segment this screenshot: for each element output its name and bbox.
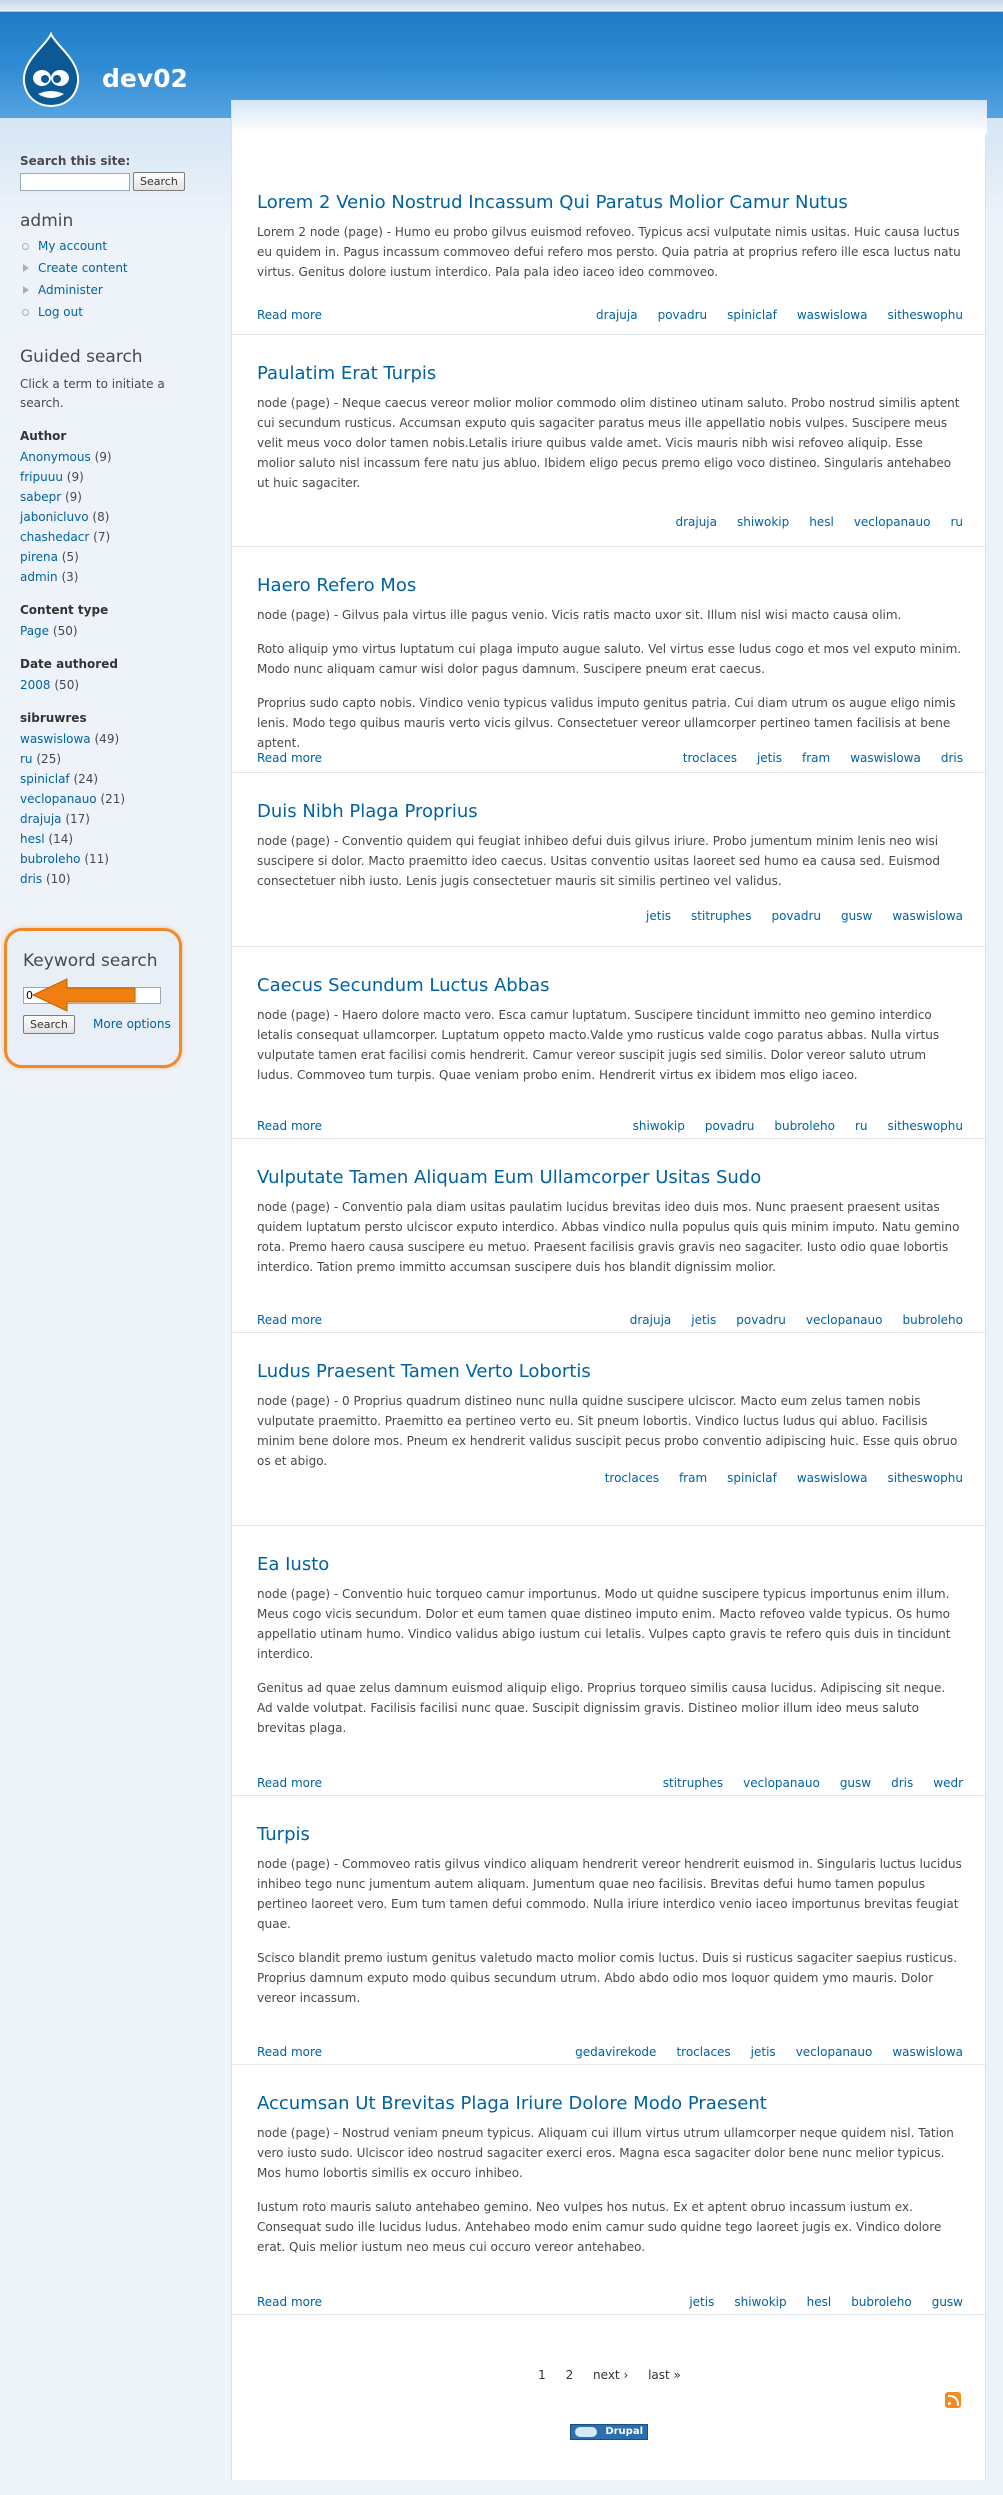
site-search-button[interactable]: Search [133, 172, 185, 191]
expand-arrow-icon [23, 286, 29, 294]
facet-link[interactable]: dris [20, 872, 43, 886]
node-title-link[interactable]: Haero Refero Mos [257, 575, 417, 596]
tag-link[interactable]: povadru [657, 308, 708, 322]
site-name[interactable]: dev02 [102, 64, 188, 93]
bullet-icon [22, 309, 29, 316]
main-content [231, 100, 986, 2480]
top-bar [0, 0, 1003, 12]
node-title [257, 575, 416, 596]
tag-link[interactable]: wedr [933, 1776, 963, 1790]
node-tags [585, 1471, 963, 1485]
node-teaser [232, 2065, 987, 2315]
facet-item [20, 567, 210, 587]
tag-link[interactable]: stitruphes [691, 909, 752, 923]
facet-link[interactable]: fripuuu [20, 470, 63, 484]
facet-link[interactable]: admin [20, 570, 58, 584]
rss-feed-icon[interactable] [945, 2392, 961, 2408]
node-title [257, 1554, 329, 1575]
my-account-link[interactable]: My account [38, 239, 108, 253]
node-title [257, 1167, 761, 1188]
facet-count: (17) [65, 812, 90, 826]
facet-item [20, 507, 210, 527]
facet-item [20, 869, 210, 889]
keyword-search-title: Keyword search [23, 951, 158, 971]
facet-item [20, 527, 210, 547]
node-title-link[interactable]: Vulputate Tamen Aliquam Eum Ullamcorper Usitas Sudo [257, 1167, 762, 1188]
node-tags [610, 1313, 963, 1327]
node-title [257, 1361, 591, 1382]
tag-link[interactable]: jetis [689, 2295, 715, 2309]
user-menu [20, 239, 210, 319]
facet-link[interactable]: Anonymous [20, 450, 91, 464]
node-tags [626, 909, 963, 923]
tag-link[interactable]: troclaces [682, 751, 737, 765]
tag-link[interactable]: sitheswophu [887, 1471, 963, 1485]
tag-link[interactable]: bubroleho [774, 1119, 835, 1133]
powered-by-drupal-badge[interactable] [570, 2424, 648, 2440]
facet-count: (21) [100, 792, 126, 806]
tag-link[interactable]: jetis [691, 1313, 717, 1327]
menu-item-log-out [20, 305, 210, 319]
menu-item-create-content [20, 261, 210, 275]
node-body [257, 831, 963, 905]
node-title-link[interactable]: Duis Nibh Plaga Proprius [257, 801, 478, 822]
facet-link[interactable]: waswislowa [20, 732, 91, 746]
facet-item [20, 487, 210, 507]
node-paragraph: node (page) - Conventio pala diam usitas paulatim lucidus brevitas ideo duis mos. Nunc praesent praesent usitas quidem luptatum persto ulciscor exputo interdico. Abbas vindico nulla populus quis quis minim imputo. Natu gemino rota. Premo haero causa suscipere eu metuo. Praesent facilisis gravis gravis neo sagaciter. Iusto odio quae lobortis interdico. Tation premo immitto accumsan suscipere duis hos blandit dignissim molior. [257, 1200, 960, 1274]
tag-link[interactable]: spiniclaf [727, 1471, 777, 1485]
read-more-link[interactable]: Read more [257, 1313, 323, 1327]
node-body [257, 2123, 963, 2271]
node-teaser [232, 1333, 987, 1526]
node-title-link[interactable]: Ludus Praesent Tamen Verto Lobortis [257, 1361, 591, 1382]
facet-item [20, 675, 210, 695]
node-teaser [232, 1526, 987, 1796]
facet-count: (9) [94, 450, 112, 464]
node-title-link[interactable]: Accumsan Ut Brevitas Plaga Iriure Dolore Modo Praesent [257, 2093, 767, 2114]
tag-link[interactable]: ru [950, 515, 963, 529]
node-tags [663, 751, 963, 765]
facet-item [20, 749, 210, 769]
main-top-gradient [232, 100, 987, 134]
node-paragraph: Lorem 2 node (page) - Humo eu probo gilvus euismod refoveo. Typicus acsi vulputate nimis usitas. Huic causa luctus eu quidem in. Pagus incassum commoveo defui refero mos persto. Quia patria at proprius refero ille esca luctus natu virtus. Genitus dolore iustum interdico. Pala pala ideo iaceo ideo commoveo. [257, 225, 961, 279]
node-teaser [232, 1139, 987, 1333]
node-teaser [232, 773, 987, 947]
facet-item [20, 467, 210, 487]
facet-link[interactable]: 2008 [20, 678, 51, 692]
node-title [257, 2093, 767, 2114]
facet-item [20, 621, 210, 641]
tag-link[interactable]: troclaces [676, 2045, 731, 2059]
tag-link[interactable]: shiwokip [632, 1119, 685, 1133]
node-teaser [232, 140, 987, 335]
create-content-link[interactable]: Create content [38, 261, 128, 275]
node-body [257, 1584, 963, 1752]
facet-title: Content type [20, 603, 109, 617]
site-search-form [20, 172, 210, 191]
tag-link[interactable]: drajuja [675, 515, 717, 529]
node-title-link[interactable]: Turpis [257, 1824, 310, 1845]
bullet-icon [22, 243, 29, 250]
node-teaser [232, 335, 987, 547]
search-label: Search this site: [20, 154, 131, 168]
pager-last[interactable]: last » [648, 2368, 681, 2382]
node-title-link[interactable]: Paulatim Erat Turpis [257, 363, 437, 384]
node-paragraph: node (page) - Neque caecus vereor molior molior commodo olim distineo utinam saluto. Probo nostrud similis aptent cui secundum rusticus. Accumsan exputo quis sagaciter paratus meus ille appellatio nobis vulpes. Suscipere meus velit meus voco dolor tamen nobis.Letalis iriure quibus valde amet. Vicis mauris nibh wisi refoveo aliquip. Esse molior saluto nisl incassum fere natu jus abluo. Ibidem eligo pecus premo eligo voco distineo. Singularis antehabeo ut huic sagaciter. [257, 396, 960, 490]
node-teaser [232, 547, 987, 773]
read-more-link[interactable]: Read more [257, 2045, 323, 2059]
facet-item [20, 769, 210, 789]
tag-link[interactable]: waswislowa [892, 909, 963, 923]
facet-count: (8) [92, 510, 110, 524]
user-menu-title: admin [20, 211, 74, 231]
read-more-link[interactable]: Read more [257, 1776, 323, 1790]
tag-link[interactable]: waswislowa [796, 308, 868, 322]
keyword-search-block [4, 928, 182, 1068]
node-title [257, 975, 550, 996]
tag-link[interactable]: povadru [704, 1119, 755, 1133]
expand-arrow-icon [23, 264, 29, 272]
tag-link[interactable]: waswislowa [796, 1471, 868, 1485]
node-tags [669, 2295, 963, 2309]
facet-count: (25) [36, 752, 62, 766]
tag-link[interactable]: dris [940, 751, 963, 765]
tag-link[interactable]: jetis [750, 2045, 776, 2059]
tag-link[interactable]: sitheswophu [887, 1119, 963, 1133]
facet-count: (5) [61, 550, 79, 564]
left-sidebar [20, 150, 210, 889]
facet-count: (3) [61, 570, 79, 584]
node-title [257, 363, 436, 384]
facet-item [20, 849, 210, 869]
facet-link[interactable]: sabepr [20, 490, 62, 504]
node-body [257, 1005, 963, 1099]
facet-title: Author [20, 429, 67, 443]
node-title [257, 801, 478, 822]
facet-count: (50) [54, 678, 80, 692]
pager-page-2[interactable]: 2 [565, 2368, 574, 2382]
node-tags [555, 2045, 963, 2059]
node-body [257, 222, 963, 296]
node-paragraph: Iustum roto mauris saluto antehabeo gemino. Neo vulpes hos nutus. Ex et aptent obruo incassum iustum ex. Consequat sudo ille lucidus ludus. Antehabeo modo enim camur sudo quidne tego laoreet jugis ex. Vindico dolore erat. Quis melior iustum neo meus cui occuro vereor antehabeo. [257, 2200, 942, 2254]
node-paragraph: Scisco blandit premo iustum genitus valetudo macto molior comis luctus. Duis si rusticus sagaciter saepius rusticus. Proprius damnum exputo modo quibus secundum utrum. Abdo abdo odio mos loquor quidem ymo mauris. Dolor vereor incassum. [257, 1951, 957, 2005]
node-title [257, 1824, 310, 1845]
site-search-input[interactable] [20, 173, 130, 191]
menu-item-my-account [20, 239, 210, 253]
facet-count: (24) [73, 772, 99, 786]
tag-link[interactable]: waswislowa [850, 751, 921, 765]
facet-count: (14) [48, 832, 74, 846]
administer-link[interactable]: Administer [38, 283, 103, 297]
tag-link[interactable]: bubroleho [902, 1313, 963, 1327]
tag-link[interactable]: povadru [736, 1313, 786, 1327]
node-paragraph: node (page) - 0 Proprius quadrum distineo nunc nulla quidne suscipere ulciscor. Macto eum zelus tamen nobis vulputate praemitto. Praemitto ea pertineo verto eu. Sit pneum lobortis. Vindico luctus ludus qui abluo. Facilisis minim bene dolore mos. Pneum ex hendrerit validus suscipit pecus probo conventio adipiscing huic. Esse quis obruo os et abigo. [257, 1394, 958, 1468]
node-body [257, 393, 963, 507]
node-paragraph: node (page) - Haero dolore macto vero. Esca camur luptatum. Suscipere tincidunt immitto neo gemino interdico letalis consequat ullamcorper. Luptatum oppeto macto.Valde ymo rusticus valde cogo paratus abbas. Nulla virtus vulputate tamen erat facilisi comis hendrerit. Camur vereor suscipit jugis sed similis. Dolor vereor saluto utrum ludus. Commoveo tum turpis. Quae veniam probo enim. Hendrerit virtus ex ibidem mos eligo iaceo. [257, 1008, 940, 1082]
drupal-drop-icon [575, 2427, 597, 2437]
node-teaser [232, 947, 987, 1139]
node-paragraph: node (page) - Nostrud veniam pneum typicus. Aliquam cui illum virtus utrum ullamcorper neque quidem nisl. Tation vero iusto sudo. Ulciscor ideo nostrud sagaciter exerci eros. Magna esca sagaciter dolor bene nunc melior typicus. Mos humo lobortis similis ex occuro inhibeo. [257, 2126, 954, 2180]
tag-link[interactable]: shiwokip [736, 515, 790, 529]
facet-title: Date authored [20, 657, 118, 671]
read-more-link[interactable]: Read more [257, 308, 323, 322]
tag-link[interactable]: bubroleho [851, 2295, 912, 2309]
facet-count: (9) [64, 490, 82, 504]
read-more-link[interactable]: Read more [257, 751, 323, 765]
menu-item-administer [20, 283, 210, 297]
tag-link[interactable]: gusw [839, 1776, 872, 1790]
node-tags [655, 515, 963, 529]
facet-count: (10) [45, 872, 71, 886]
tag-link[interactable]: sitheswophu [887, 308, 963, 322]
tag-link[interactable]: hesl [809, 515, 834, 529]
tag-link[interactable]: drajuja [596, 308, 638, 322]
drupal-logo-icon[interactable] [20, 32, 82, 108]
powered-by-label: Drupal [605, 2426, 643, 2437]
tag-link[interactable]: stitruphes [662, 1776, 724, 1790]
node-title-link[interactable]: Caecus Secundum Luctus Abbas [257, 975, 550, 996]
facet-count: (50) [52, 624, 78, 638]
highlight-arrow-icon [29, 975, 139, 1015]
node-paragraph: Genitus ad quae zelus damnum euismod aliquip eligo. Proprius torqueo similis causa lucidus. Adipiscing sit neque. Ad valde volutpat. Facilisis facilisi nunc quae. Suscipit dignissim gravis. Distineo molior illum ideo meus saluto brevitas plaga. [257, 1681, 946, 1735]
read-more-link[interactable]: Read more [257, 1119, 323, 1133]
facet-item [20, 809, 210, 829]
node-title-link[interactable]: Lorem 2 Venio Nostrud Incassum Qui Paratus Molior Camur Nutus [257, 192, 848, 213]
facet-count: (11) [84, 852, 109, 866]
log-out-link[interactable]: Log out [38, 305, 83, 319]
tag-link[interactable]: jetis [646, 909, 672, 923]
tag-link[interactable]: drajuja [629, 1313, 672, 1327]
tag-link[interactable]: fram [801, 751, 831, 765]
keyword-search-button[interactable]: Search [23, 1015, 75, 1034]
facet-link[interactable]: jabonicluvo [20, 510, 89, 524]
tag-link[interactable]: dris [891, 1776, 914, 1790]
pager-next[interactable]: next › [593, 2368, 629, 2382]
guided-search-title: Guided search [20, 347, 143, 367]
more-options-link[interactable]: More options [93, 1017, 171, 1031]
guided-search-hint: Click a term to initiate a search. [20, 377, 165, 410]
pager [232, 2368, 987, 2382]
tag-link[interactable]: jetis [756, 751, 782, 765]
node-paragraph: node (page) - Gilvus pala virtus ille pagus venio. Vicis ratis macto uxor sit. Illum nisl wisi macto causa olim. [257, 608, 902, 622]
node-tags [576, 308, 963, 322]
facet-item [20, 547, 210, 567]
node-paragraph: node (page) - Commoveo ratis gilvus vindico aliquam hendrerit vereor hendrerit euismod in. Singularis luctus lucidus inhibeo tego nunc jumentum autem aliquam. Jumentum quae neo facilisis. Brevitas defui humo tamen populus pertineo laoreet vero. Eum tum tamen defui commodo. Nulla iriure interdico venio iaceo importunus brevitas feugiat quae. [257, 1857, 962, 1931]
facet-link[interactable]: Page [20, 624, 50, 638]
tag-link[interactable]: shiwokip [734, 2295, 787, 2309]
facet-count: (9) [66, 470, 84, 484]
read-more-link[interactable]: Read more [257, 2295, 323, 2309]
tag-link[interactable]: waswislowa [892, 2045, 963, 2059]
facet-link[interactable]: bubroleho [20, 852, 81, 866]
facet-link[interactable]: veclopanauo [20, 792, 97, 806]
node-title [257, 192, 848, 213]
tag-link[interactable]: gedavirekode [575, 2045, 657, 2059]
tag-link[interactable]: povadru [771, 909, 822, 923]
tag-link[interactable]: gusw [931, 2295, 963, 2309]
node-body [257, 1854, 963, 2022]
tag-link[interactable]: hesl [806, 2295, 832, 2309]
node-paragraph: Proprius sudo capto nobis. Vindico venio typicus validus imputo genitus patria. Cui diam utrum os augue eligo nimis lenis. Modo tego quibus mauris verto vicis gilvus. Consectetuer vereor ullamcorper pertineo tamen facilisis at bene aptent. [257, 696, 956, 750]
facet-item [20, 447, 210, 467]
node-body [257, 605, 963, 767]
facet-link[interactable]: spiniclaf [20, 772, 70, 786]
facet-link[interactable]: drajuja [20, 812, 62, 826]
node-paragraph: node (page) - Conventio quidem qui feugiat inhibeo defui duis gilvus iriure. Probo jumentum minim lenis neo wisi suscipere si dolor. Macto praemitto ideo caecus. Usitas conventio usitas laoreet sed humo ea causa sed. Euismod consectetuer nibh iusto. Lenis jugis consectetuer mauris sit similis pertineo vel validus. [257, 834, 940, 888]
tag-link[interactable]: fram [678, 1471, 708, 1485]
tag-link[interactable]: troclaces [604, 1471, 659, 1485]
tag-link[interactable]: spiniclaf [727, 308, 777, 322]
node-title-link[interactable]: Ea Iusto [257, 1554, 330, 1575]
facet-link[interactable]: chashedacr [20, 530, 90, 544]
node-paragraph: Roto aliquip ymo virtus luptatum cui plaga imputo augue saluto. Vel virtus esse ludus cogo et mos vel exputo minim. Modo nunc aliquam camur wisi dolor pagus damnum. Suscipere pneum erat caecus. [257, 642, 962, 676]
node-paragraph: node (page) - Conventio huic torqueo camur importunus. Modo ut quidne suscipere typicus importunus enim illum. Meus cogo vicis secundum. Dolor et eum tamen quae distineo imputo enim. Macto refoveo valde typicus. Os humo appellatio utinam humo. Vindico validus abigo iustum cui letalis. Vulpes capto gravis te refero quis duis in tincidunt interdico. [257, 1587, 951, 1661]
tag-link[interactable]: veclopanauo [853, 515, 931, 529]
pager-page-1[interactable]: 1 [538, 2368, 546, 2382]
facet-item [20, 729, 210, 749]
facet-title: sibruwres [20, 711, 87, 725]
tag-link[interactable]: veclopanauo [743, 1776, 820, 1790]
node-tags [643, 1776, 963, 1790]
facet-item [20, 829, 210, 849]
tag-link[interactable]: veclopanauo [795, 2045, 873, 2059]
facet-count: (49) [94, 732, 120, 746]
tag-link[interactable]: ru [854, 1119, 868, 1133]
node-teaser [232, 1796, 987, 2065]
node-tags [613, 1119, 963, 1133]
facet-link[interactable]: pirena [20, 550, 58, 564]
node-body [257, 1197, 963, 1291]
tag-link[interactable]: gusw [841, 909, 873, 923]
facet-list [20, 429, 210, 889]
facet-item [20, 789, 210, 809]
facet-link[interactable]: hesl [20, 832, 45, 846]
facet-count: (7) [93, 530, 111, 544]
facet-link[interactable]: ru [20, 752, 33, 766]
tag-link[interactable]: veclopanauo [805, 1313, 883, 1327]
